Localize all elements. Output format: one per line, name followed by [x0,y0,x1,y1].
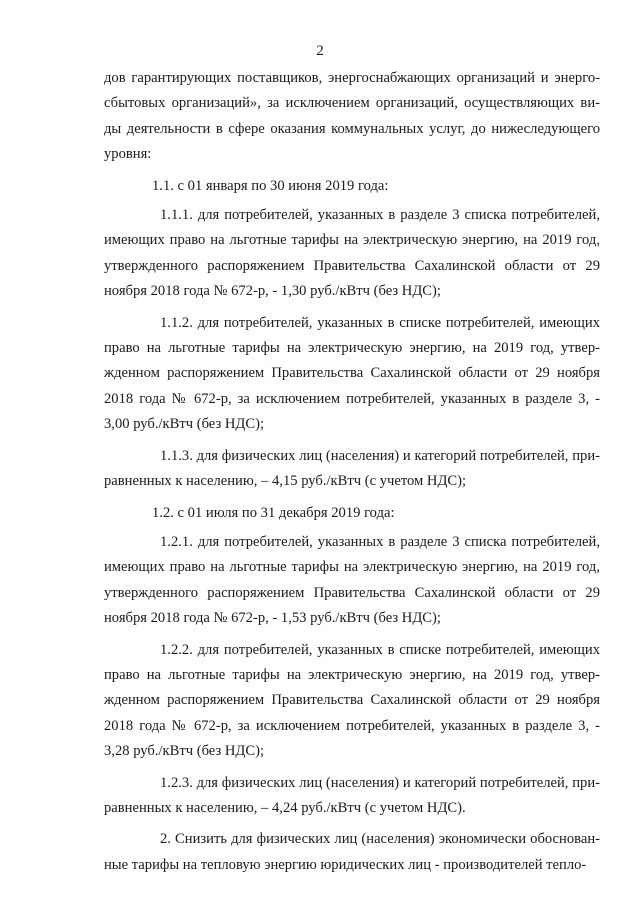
paragraph-1-1-1: 1.1.1. для потребителей, указанных в разделе 3 списка потребителей, имеющих право на льготные тарифы на электрическую энергию, на 2019 год, утвержденного распоряжением Правительства Сахалинской области от 29 ноября 2018 года № 672-р, - 1,30 руб./кВтч (без НДС); [104,207,600,300]
paragraph-1-2-3: 1.2.3. для физических лиц (населения) и категорий потребителей, при-равненных к населению, – 4,24 руб./кВтч (с учетом НДС). [104,774,600,816]
paragraph-1-1-3: 1.1.3. для физических лиц (населения) и категорий потребителей, при-равненных к населению, – 4,15 руб./кВтч (с учетом НДС); [104,447,600,490]
paragraph-2: 2. Снизить для физических лиц (населения) экономически обоснован-ные тарифы на тепловую энергию юридических лиц - производителей тепло- [104,831,600,873]
paragraph-1-2-2: 1.2.2. для потребителей, указанных в списке потребителей, имеющих право на льготные тарифы на электрическую энергию, на 2019 год, утвер-жденном распоряжением Правительства Сахалинской области от 29 ноября 2018 года № 672-р, за исключением потребителей, указанных в разделе 3, - 3,28 руб./кВтч (без НДС); [104,641,600,760]
paragraph-continuation: дов гарантирующих поставщиков, энергоснабжающих организаций и энерго-сбытовых организаций», за исключением организаций, осуществляющих ви-ды деятельности в сфере оказания коммунальных услуг, до нижеследующего уровня: [104,70,600,163]
paragraph-1-1: 1.1. с 01 января по 30 июня 2019 года: [152,177,389,194]
document-body [104,66,600,878]
page-number: 2 [316,43,324,59]
paragraph-1-2: 1.2. с 01 июля по 31 декабря 2019 года: [152,504,395,521]
paragraph-1-2-1: 1.2.1. для потребителей, указанных в разделе 3 списка потребителей, имеющих право на льготные тарифы на электрическую энергию, на 2019 год, утвержденного распоряжением Правительства Сахалинской области от 29 ноября 2018 года № 672-р, - 1,53 руб./кВтч (без НДС); [104,533,600,627]
paragraph-1-1-2: 1.1.2. для потребителей, указанных в списке потребителей, имеющих право на льготные тарифы на электрическую энергию, на 2019 год, утвер-жденном распоряжением Правительства Сахалинской области от 29 ноября 2018 года № 672-р, за исключением потребителей, указанных в разделе 3, - 3,00 руб./кВтч (без НДС); [104,314,600,433]
